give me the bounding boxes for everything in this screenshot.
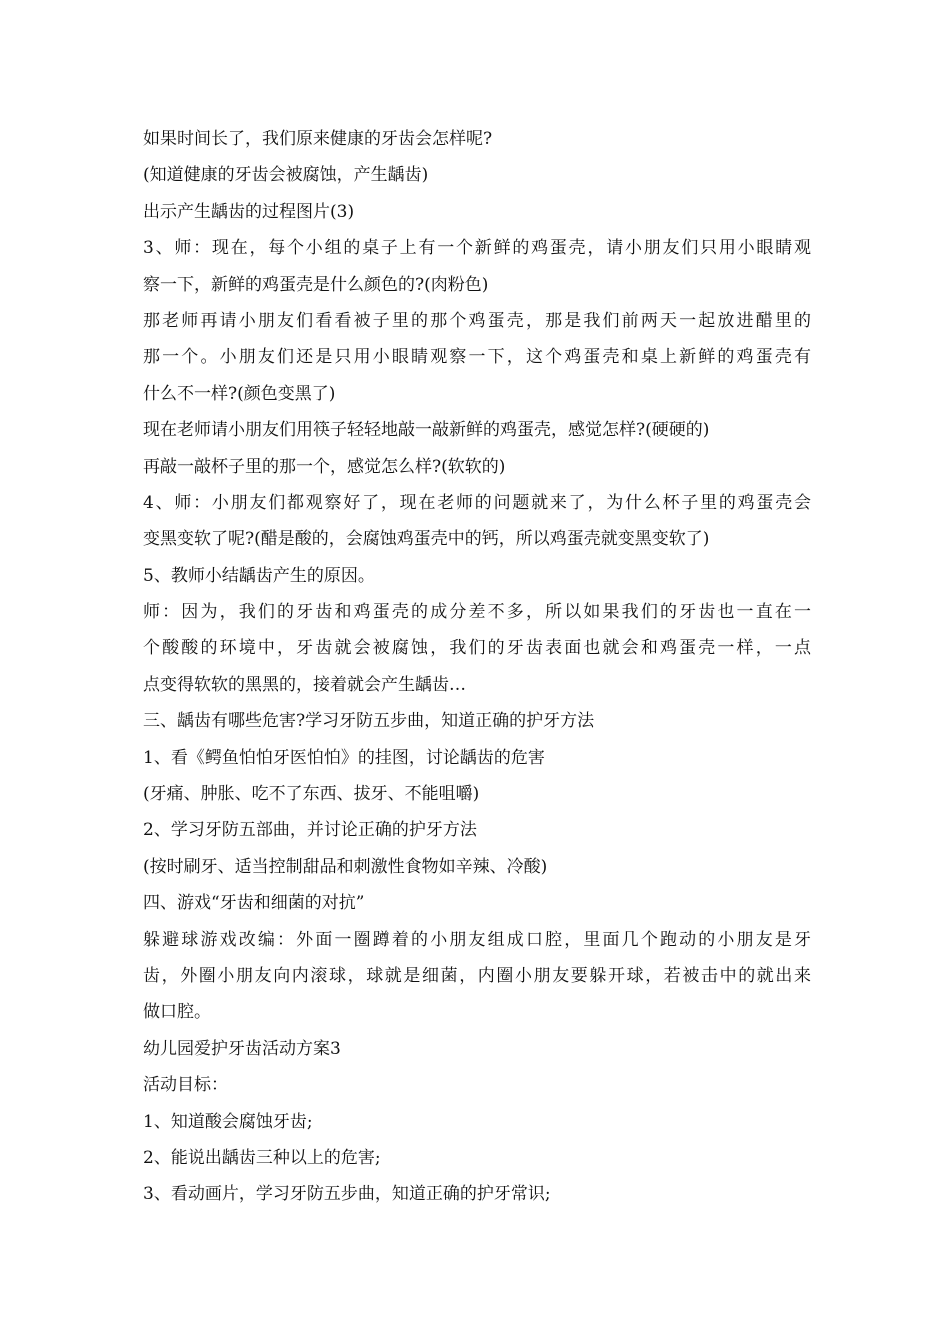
- document-body: [143, 121, 811, 1213]
- text-line: 变黑变软了呢?(醋是酸的，会腐蚀鸡蛋壳中的钙，所以鸡蛋壳就变黑变软了): [143, 529, 710, 550]
- text-line: 如果时间长了，我们原来健康的牙齿会怎样呢?: [143, 129, 493, 149]
- text-line: 什么不一样?(颜色变黑了): [143, 383, 336, 404]
- text-line: 3、师：现在，每个小组的桌子上有一个新鲜的鸡蛋壳，请小朋友们只用小眼睛观: [143, 238, 811, 259]
- text-line: 幼儿园爱护牙齿活动方案3: [143, 1038, 341, 1059]
- text-line: 再敲一敲杯子里的那一个，感觉怎么样?(软软的): [143, 456, 506, 477]
- text-line: 个酸酸的环境中，牙齿就会被腐蚀，我们的牙齿表面也就会和鸡蛋壳一样，一点: [143, 638, 811, 659]
- text-line: 齿，外圈小朋友向内滚球，球就是细菌，内圈小朋友要躲开球，若被击中的就出来: [143, 965, 811, 986]
- text-line: 3、看动画片，学习牙防五步曲，知道正确的护牙常识;: [143, 1184, 551, 1205]
- text-line: 点变得软软的黑黑的，接着就会产生龋齿…: [143, 674, 466, 695]
- text-line: 三、龋齿有哪些危害?学习牙防五步曲，知道正确的护牙方法: [143, 711, 595, 732]
- text-line: 躲避球游戏改编：外面一圈蹲着的小朋友组成口腔，里面几个跑动的小朋友是牙: [143, 929, 811, 950]
- text-line: 1、知道酸会腐蚀牙齿;: [143, 1111, 313, 1132]
- text-line: 做口腔。: [143, 1002, 211, 1023]
- text-line: 师：因为，我们的牙齿和鸡蛋壳的成分差不多，所以如果我们的牙齿也一直在一: [143, 602, 811, 623]
- text-line: 4、师：小朋友们都观察好了，现在老师的问题就来了，为什么杯子里的鸡蛋壳会: [143, 492, 811, 513]
- text-line: 5、教师小结龋齿产生的原因。: [143, 565, 375, 586]
- text-line: 那一个。小朋友们还是只用小眼睛观察一下，这个鸡蛋壳和桌上新鲜的鸡蛋壳有: [143, 347, 811, 368]
- text-line: (知道健康的牙齿会被腐蚀，产生龋齿): [143, 165, 429, 186]
- text-line: 出示产生龋齿的过程图片(3): [143, 201, 355, 222]
- text-line: 2、能说出龋齿三种以上的危害;: [143, 1147, 381, 1168]
- text-line: 现在老师请小朋友们用筷子轻轻地敲一敲新鲜的鸡蛋壳，感觉怎样?(硬硬的): [143, 420, 710, 441]
- text-line: 那老师再请小朋友们看看被子里的那个鸡蛋壳，那是我们前两天一起放进醋里的: [143, 310, 811, 331]
- text-line: (牙痛、肿胀、吃不了东西、拔牙、不能咀嚼): [143, 784, 480, 805]
- text-line: 2、学习牙防五部曲，并讨论正确的护牙方法: [143, 820, 477, 841]
- text-line: 四、游戏“牙齿和细菌的对抗”: [143, 893, 365, 914]
- text-line: 察一下，新鲜的鸡蛋壳是什么颜色的?(肉粉色): [143, 274, 489, 295]
- text-line: 1、看《鳄鱼怕怕牙医怕怕》的挂图，讨论龋齿的危害: [143, 747, 545, 768]
- text-line: 活动目标：: [143, 1075, 228, 1096]
- text-line: (按时刷牙、适当控制甜品和刺激性食物如辛辣、冷酸): [143, 856, 548, 877]
